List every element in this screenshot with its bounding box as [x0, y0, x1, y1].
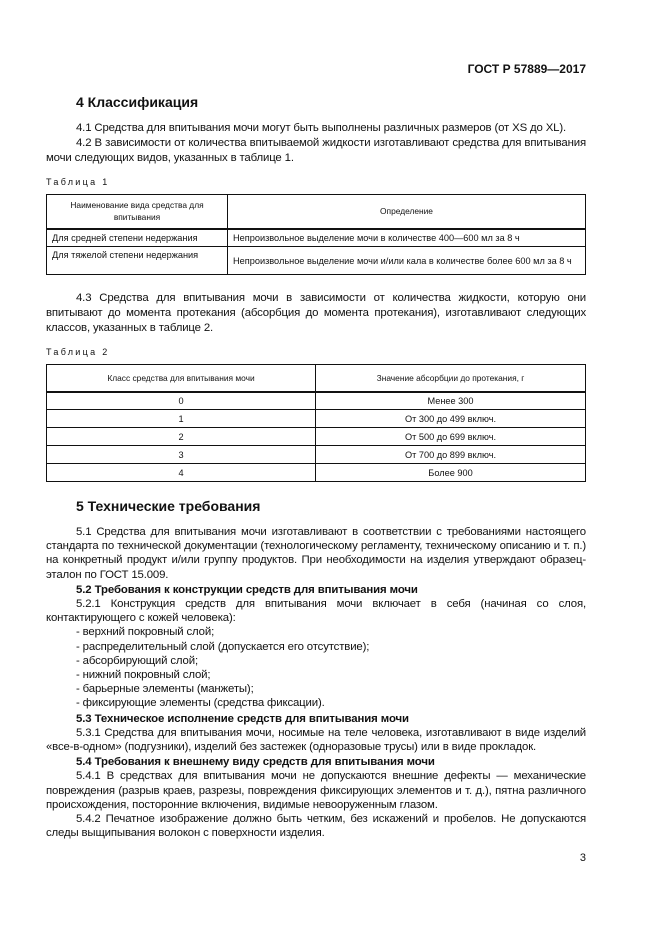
paragraph-5-3-1: 5.3.1 Средства для впитывания мочи, носимые на теле человека, изготавливают в виде изделий «все-в-одном» (подгузники), изделий без застежек (одноразовые трусы) или в виде прокладок. — [46, 726, 586, 754]
paragraph-5-4-1: 5.4.1 В средствах для впитывания мочи не допускаются внешние дефекты — механические повреждения (разрыв краев, разрезы, повреждения фиксирующих элементов и т. д.), пятна различного происхождения, посторонние включения, видимые невооруженным глазом. — [46, 770, 586, 811]
table-1-header: Наименование вида средства для впитывания — [47, 195, 228, 229]
table-1-header: Определение — [228, 195, 586, 229]
document-header: ГОСТ Р 57889—2017 — [467, 62, 586, 76]
table-cell: 1 — [47, 410, 316, 428]
page-content — [46, 0, 586, 865]
table-cell: Для тяжелой степени недержания — [47, 247, 228, 275]
subsection-5-3-heading: 5.3 Техническое исполнение средств для впитывания мочи — [76, 712, 409, 725]
list-item: - абсорбирующий слой; — [76, 654, 198, 667]
table-cell: 0 — [47, 392, 316, 410]
table-cell: Непроизвольное выделение мочи в количестве 400—600 мл за 8 ч — [228, 229, 586, 247]
table-2-header: Класс средства для впитывания мочи — [47, 365, 316, 392]
subsection-5-4-heading: 5.4 Требования к внешнему виду средств для впитывания мочи — [76, 756, 435, 769]
table-row — [47, 446, 586, 464]
table-row — [47, 392, 586, 410]
table-row — [47, 247, 586, 275]
table-cell: Непроизвольное выделение мочи и/или кала в количестве более 600 мл за 8 ч — [228, 247, 586, 275]
table-2-caption: Таблица 2 — [46, 347, 110, 357]
table-cell: 3 — [47, 446, 316, 464]
table-row — [47, 428, 586, 446]
list-item: - верхний покровный слой; — [76, 626, 215, 639]
table-cell: 2 — [47, 428, 316, 446]
list-item: - распределительный слой (допускается его отсутствие); — [76, 640, 370, 653]
list-item: - барьерные элементы (манжеты); — [76, 683, 254, 696]
paragraph-4-3-block — [46, 291, 586, 336]
table-row — [47, 410, 586, 428]
subsection-5-2-heading: 5.2 Требования к конструкции средств для впитывания мочи — [76, 583, 418, 596]
table-cell: От 700 до 899 включ. — [316, 446, 586, 464]
table-cell: Менее 300 — [316, 392, 586, 410]
section-5-heading: 5 Технические требования — [76, 498, 261, 514]
table-cell: От 500 до 699 включ. — [316, 428, 586, 446]
table-cell: 4 — [47, 464, 316, 482]
paragraph-4-1: 4.1 Средства для впитывания мочи могут быть выполнены различных размеров (от XS до XL). — [76, 122, 567, 134]
section-5-body — [46, 525, 586, 840]
table-cell: От 300 до 499 включ. — [316, 410, 586, 428]
section-4-body — [46, 121, 586, 166]
paragraph-5-4-2: 5.4.2 Печатное изображение должно быть четким, без искажений и пробелов. Не допускаются следы выщипывания волокон с поверхности изделия. — [46, 813, 586, 840]
table-1-caption: Таблица 1 — [46, 177, 110, 187]
paragraph-4-2: 4.2 В зависимости от количества впитываемой жидкости изготавливают средства для впитывания мочи следующих видов, указанных в таблице 1. — [46, 137, 586, 164]
page-number: 3 — [579, 852, 586, 865]
paragraph-5-2-1: 5.2.1 Конструкция средств для впитывания мочи включает в себя (начиная со слоя, контактирующего с кожей человека): — [46, 598, 586, 625]
section-4-heading: 4 Классификация — [76, 94, 199, 110]
table-1 — [46, 194, 586, 275]
table-2 — [46, 364, 586, 482]
table-row — [47, 229, 586, 247]
table-cell: Для средней степени недержания — [47, 229, 228, 247]
table-2-header: Значение абсорбции до протекания, г — [316, 365, 586, 392]
paragraph-4-3: 4.3 Средства для впитывания мочи в зависимости от количества жидкости, которую они впитывают до момента протекания (абсорбция до момента протекания), изготавливают следующих классов, указанных в таблице 2. — [46, 292, 586, 334]
list-item: - нижний покровный слой; — [76, 669, 211, 682]
table-row — [47, 464, 586, 482]
list-item: - фиксирующие элементы (средства фиксации). — [76, 697, 325, 710]
table-cell: Более 900 — [316, 464, 586, 482]
paragraph-5-1: 5.1 Средства для впитывания мочи изготавливают в соответствии с требованиями настоящего стандарта по технической документации (технологическому регламенту, техническому описанию и т. п.) на конкретный продукт и/или группу продуктов. При необходимости на изделия утверждают образец-эталон по ГОСТ 15.009. — [46, 526, 586, 581]
